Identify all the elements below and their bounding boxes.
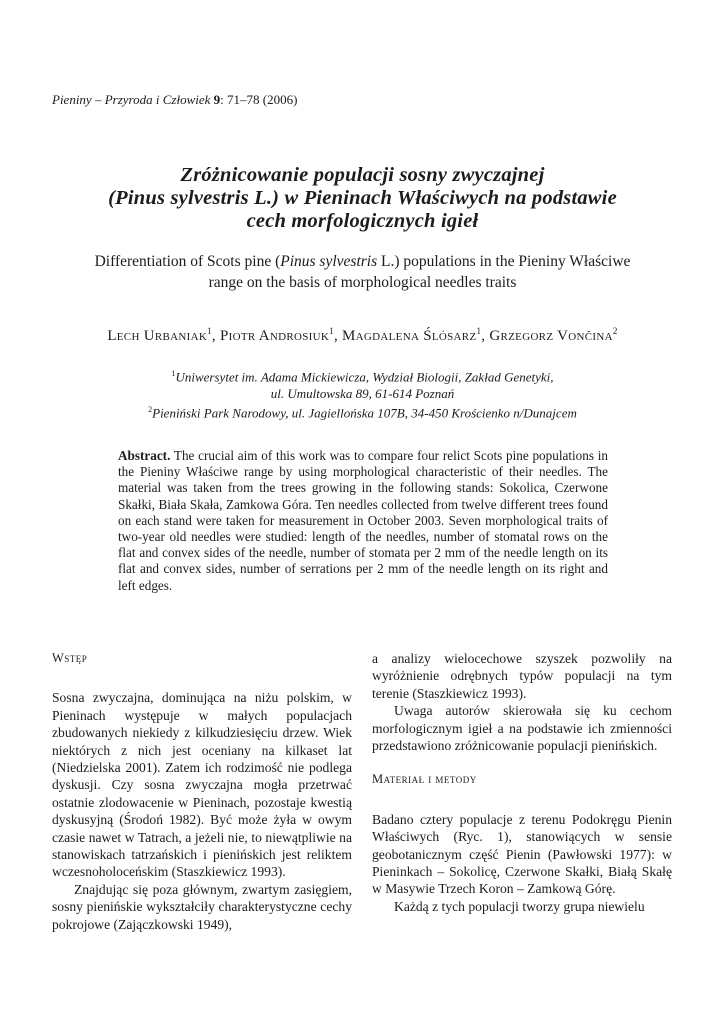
english-title-species: Pinus sylvestris	[280, 253, 378, 270]
body-paragraph: Znajdując się poza głównym, zwartym zasięgiem, sosny pienińskie wykształciły charakterystyczne cechy pokrojowe (Zajączkowski 1949),	[52, 881, 352, 932]
title-line-2: (Pinus sylvestris L.) w Pieninach Właściwych na podstawie	[108, 187, 617, 209]
english-title-line-2: range on the basis of morphological needles traits	[208, 274, 517, 291]
title-line-1: Zróżnicowanie populacji sosny zwyczajnej	[180, 164, 545, 186]
author-list	[30, 326, 695, 345]
body-paragraph: Uwaga autorów skierowała się ku cechom morfologicznym igieł a na podstawie ich zmienności przedstawiono zróżnicowanie populacji pienińskich.	[372, 703, 672, 754]
affiliation-1-line-1	[40, 366, 685, 386]
journal-citation	[52, 92, 297, 108]
journal-name: Pieniny – Przyroda i Człowiek	[52, 92, 211, 107]
affiliation-2-text: Pieniński Park Narodowy, ul. Jagiellońska 107B, 34-450 Krościenko n/Dunajcem	[152, 405, 577, 421]
section-heading-introduction: Wstęp	[52, 651, 88, 665]
affiliation-1-text: Uniwersytet im. Adama Mickiewicza, Wydział Biologii, Zakład Genetyki,	[175, 369, 554, 385]
journal-volume: 9	[213, 92, 221, 107]
affiliation-1-line-2: ul. Umultowska 89, 61-614 Poznań	[270, 385, 455, 401]
affiliation-1-mark: 1	[171, 369, 176, 378]
paper-title	[40, 164, 685, 233]
author-affiliation-mark: 1	[329, 326, 334, 336]
abstract-text: The crucial aim of this work was to compare four relict Scots pine populations in the Pieniny Właściwe range by using morphological characteristic of their needles. The material was taken from the trees growing in the following stands: Sokolica, Czerwone Skałki, Biała Skała, Zamkowa Góra. Ten needles collected from twelve different trees found on each stand were taken for measurement in October 2003. Seven morphological traits of two-year old needles were studied: length of the needles, number of stomatal rows on the flat and convex sides of the needle, number of stomata per 2 mm of the needle length on its flat and convex sides, number of serrations per 2 mm of the needle length on its right and left edges.	[118, 448, 608, 593]
spacer	[372, 754, 672, 771]
right-column	[372, 650, 672, 915]
affiliations	[40, 366, 685, 422]
spacer	[52, 667, 352, 689]
body-paragraph: Badano cztery populacje z terenu Podokręgu Pienin Właściwych (Ryc. 1), stanowiących w sensie geobotanicznym część Pienin (Pawłowski 1977): w Pieninkach – Sokolicę, Czerwone Skałki, Białą Skałę w Masywie Trzech Koron – Zamkową Górę.	[372, 811, 672, 897]
author-separator: ,	[333, 328, 343, 344]
author-separator: ,	[211, 328, 221, 344]
spacer	[372, 789, 672, 811]
author-affiliation-mark: 1	[476, 326, 482, 336]
english-title-part-2: L.) populations in the Pieniny Właściwe	[377, 253, 631, 270]
section-heading-methods: Materiał i metody	[372, 772, 477, 787]
affiliation-2-mark: 2	[148, 405, 153, 415]
abstract	[118, 448, 608, 594]
english-title	[40, 251, 685, 293]
affiliation-2-line-1	[40, 402, 685, 422]
author-affiliation-mark: 2	[612, 326, 618, 336]
author-name: Magdalena Ślósarz	[342, 328, 477, 344]
abstract-label: Abstract.	[118, 448, 171, 463]
left-column	[52, 650, 352, 933]
english-title-part-1: Differentiation of Scots pine (	[94, 253, 281, 270]
author-name: Piotr Androsiuk	[220, 328, 330, 344]
body-paragraph: a analizy wielocechowe szyszek pozwoliły na wyróżnienie odrębnych typów populacji na tym terenie (Staszkiewicz 1993).	[372, 651, 672, 701]
author-name: Lech Urbaniak	[107, 328, 208, 344]
title-line-3: cech morfologicznych igieł	[246, 210, 479, 232]
author-affiliation-mark: 1	[207, 326, 212, 336]
body-paragraph: Sosna zwyczajna, dominująca na niżu polskim, w Pieninach występuje w małych populacjach zbudowanych niekiedy z kilkudziesięciu drzew. Wiek niektórych z nich jest oceniany na kilkaset lat (Niedzielska 2001). Zatem ich rodzimość nie podlega dyskusji. Czy sosna zwyczajna mogła przetrwać ostatnie zlodowacenie w Pieninach, pozostaje kwestią dyskusyjną (Środoń 1982). Być może żyła w owym czasie nawet w Tatrach, a jeżeli nie, to niewątpliwie na stanowiskach tatrzańskich i pienińskich jest reliktem wczesnoholoceńskim (Staszkiewicz 1993).	[52, 690, 352, 880]
author-name: Grzegorz Vončina	[489, 328, 613, 344]
author-separator: ,	[481, 328, 490, 344]
body-paragraph: Każdą z tych populacji tworzy grupa niewielu	[394, 898, 645, 914]
journal-pages: : 71–78 (2006)	[220, 92, 298, 107]
